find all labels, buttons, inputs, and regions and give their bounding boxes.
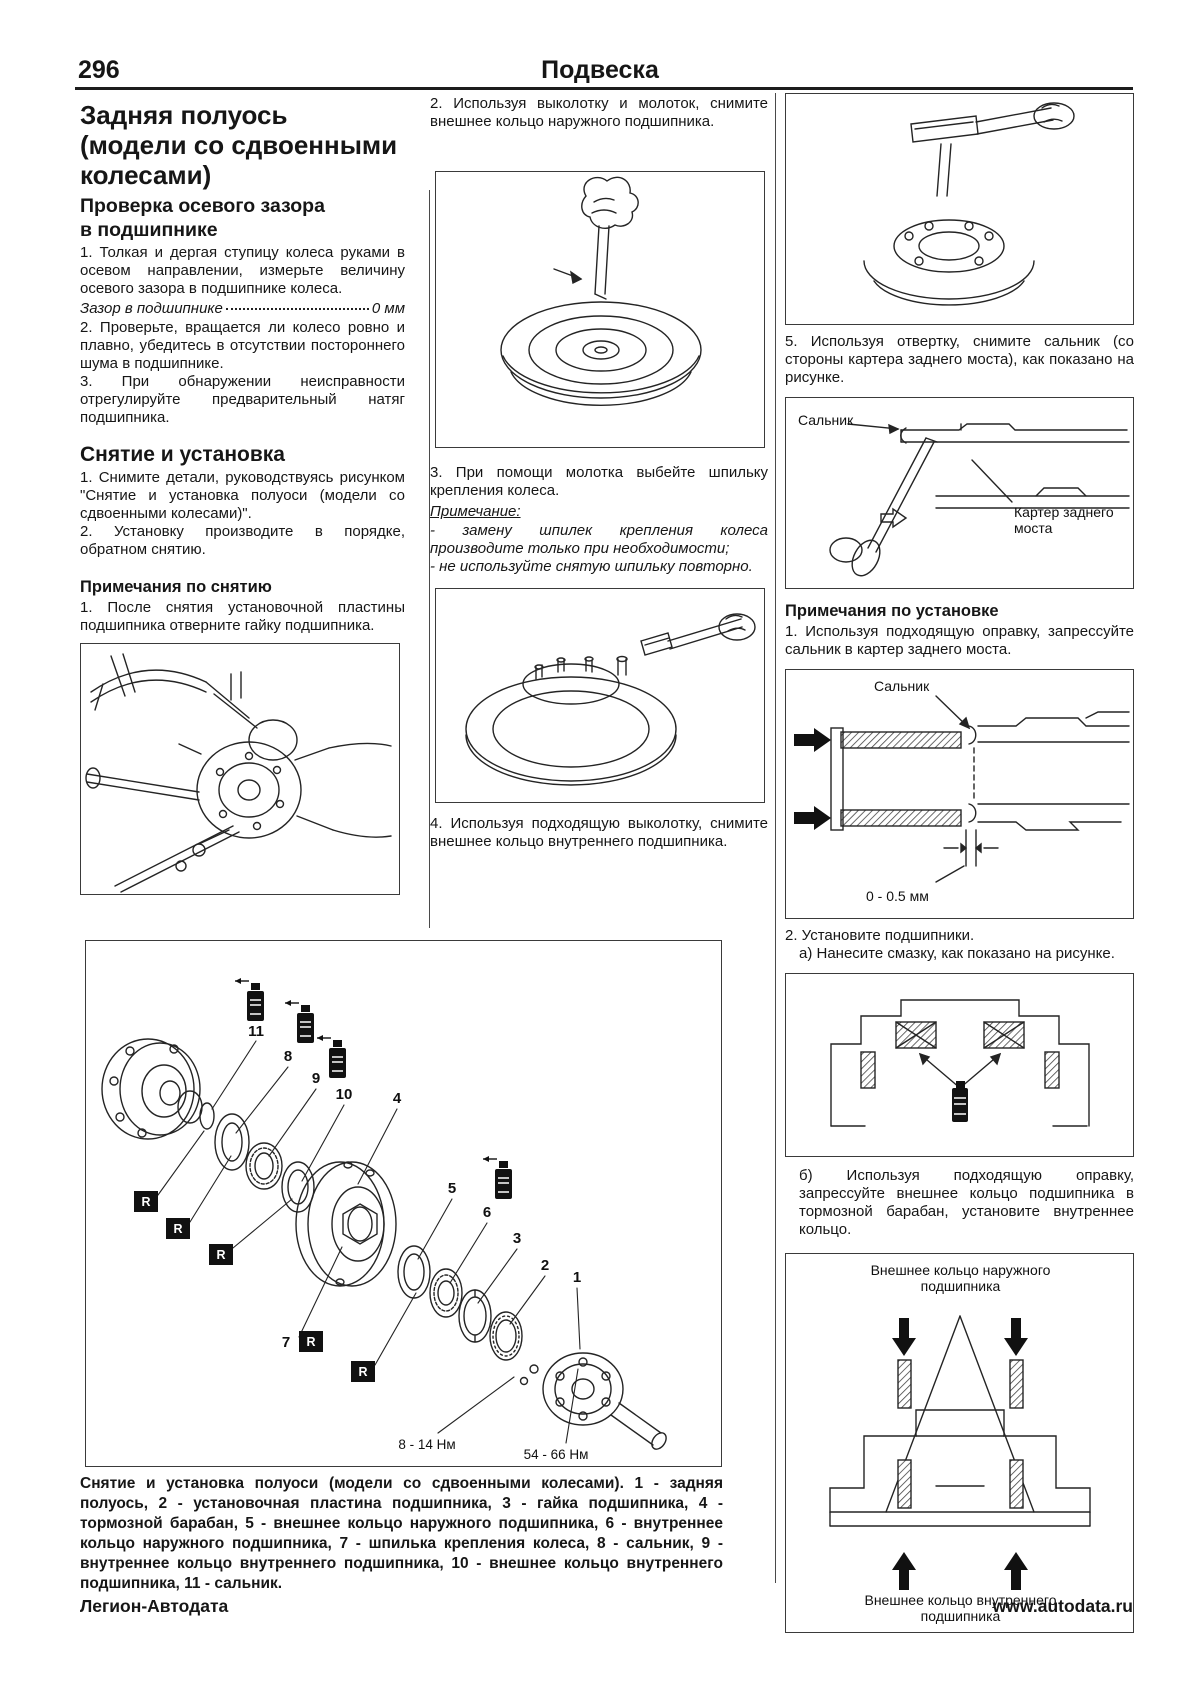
callout-5: 5 bbox=[447, 1180, 457, 1197]
spec-line-bearing-clearance bbox=[80, 300, 405, 317]
callout-10: 10 bbox=[335, 1086, 353, 1103]
callout-11: 11 bbox=[248, 1023, 264, 1040]
part-lockplate-2 bbox=[490, 1312, 522, 1360]
note-heading: Примечание: bbox=[430, 503, 521, 520]
torque-label-flange: 54 - 66 Нм bbox=[523, 1447, 589, 1462]
column-divider-right bbox=[775, 93, 776, 1583]
replace-marker bbox=[351, 1361, 375, 1382]
outer-race bbox=[898, 1360, 911, 1408]
callout-8: 8 bbox=[283, 1048, 293, 1065]
figure-seal-removal bbox=[785, 397, 1134, 589]
press-tool-lower bbox=[841, 810, 961, 826]
step-text: а) Нанесите смазку, как показано на рисунке. bbox=[799, 945, 1115, 962]
figure-grease-bearings bbox=[785, 973, 1134, 1157]
replace-marker bbox=[166, 1218, 190, 1239]
axle-housing-upper bbox=[901, 424, 1127, 430]
press-direction-arrow bbox=[794, 806, 831, 830]
replace-marker-text: R bbox=[141, 1195, 151, 1209]
torque-label-stud: 8 - 14 Нм bbox=[398, 1437, 456, 1452]
figure-hammer-wheel-stud bbox=[435, 588, 765, 803]
press-direction-arrow bbox=[794, 728, 831, 752]
drift-in-drum-drawing bbox=[436, 172, 763, 446]
replace-marker-text: R bbox=[358, 1365, 368, 1379]
oil-seal bbox=[969, 726, 976, 744]
label-dimension: 0 - 0.5 мм bbox=[866, 888, 929, 904]
article-title bbox=[80, 100, 405, 190]
hammer-stud-drawing bbox=[436, 589, 763, 801]
hammer-head bbox=[641, 633, 672, 655]
part-seal-11 bbox=[200, 1103, 214, 1129]
figure-hammer-drift-hub bbox=[785, 93, 1134, 325]
page-header-title: Подвеска bbox=[541, 56, 659, 84]
press-direction-arrows bbox=[892, 1318, 1028, 1590]
inner-race bbox=[898, 1460, 911, 1508]
hub-drum bbox=[197, 742, 301, 838]
callout-9: 9 bbox=[311, 1070, 321, 1087]
subheading-install-notes: Примечания по установке bbox=[785, 602, 999, 620]
exploded-figure-caption: Снятие и установка полуоси (модели со сдвоенными колесами). 1 - задняя полуось, 2 - установочная пластина подшипника, 3 - гайка подшипника, 4 - тормозной барабан, 5 - внешнее кольцо наружного подшипника, 6 - внутреннее кольцо наружного подшипника, 7 - шпилька крепления колеса, 8 - сальник, 9 - внутреннее кольцо внутреннего подшипника, 10 - внешнее кольцо внутреннего подшипника, 11 - сальник. bbox=[80, 1475, 723, 1592]
part-nut-3 bbox=[459, 1290, 491, 1342]
hand bbox=[1034, 103, 1074, 129]
step-text: 1. Толкая и дергая ступицу колеса руками в осевом направлении, измерьте величину осевого зазора в подшипнике колеса. bbox=[80, 244, 405, 297]
website-url: www.autodata.ru bbox=[992, 1596, 1133, 1616]
label-outer-bearing-race bbox=[786, 1262, 1135, 1294]
callout-6: 6 bbox=[482, 1204, 492, 1221]
part-race-5 bbox=[398, 1246, 430, 1298]
article-title-line2: (модели со сдвоенными bbox=[80, 130, 398, 160]
section-heading-removal-install: Снятие и установка bbox=[80, 443, 285, 466]
axle-housing bbox=[249, 720, 297, 760]
press-races-drawing bbox=[786, 1254, 1132, 1631]
step-text: 2. Используя выколотку и молоток, снимите внешнее кольцо наружного подшипника. bbox=[430, 95, 768, 130]
part-drum-4 bbox=[296, 1162, 396, 1286]
brake-drum bbox=[466, 677, 676, 781]
spec-value: 0 мм bbox=[371, 300, 405, 317]
section-heading-axial-play: Проверка осевого зазора в подшипнике bbox=[80, 195, 325, 241]
grease-can-icon bbox=[952, 1081, 968, 1122]
hub bbox=[894, 220, 1004, 272]
spec-label: Зазор в подшипнике bbox=[80, 300, 223, 317]
label-outer-bearing-race-text: Внешнее кольцо наружного подшипника bbox=[870, 1262, 1051, 1294]
label-axle-housing: Картер заднего моста bbox=[1014, 504, 1114, 536]
replace-marker-text: R bbox=[173, 1222, 183, 1236]
middle-column bbox=[430, 95, 768, 851]
note-item: - не используйте снятую шпильку повторно. bbox=[430, 558, 753, 575]
figure-drift-outer-race bbox=[435, 171, 765, 448]
article-title-line1: Задняя полуось bbox=[80, 100, 288, 130]
article-title-line3: колесами) bbox=[80, 160, 212, 190]
label-seal: Сальник bbox=[798, 412, 854, 428]
pry-bar bbox=[115, 826, 233, 886]
replace-marker bbox=[299, 1331, 323, 1352]
header-rule bbox=[75, 87, 1133, 90]
hammer-handle bbox=[976, 108, 1051, 122]
drift-tool bbox=[937, 144, 941, 196]
part-bearing-6 bbox=[430, 1269, 462, 1317]
page-number: 296 bbox=[78, 56, 120, 84]
hammer-head bbox=[911, 116, 978, 142]
step-text: 1. Снимите детали, руководствуясь рисунком "Снятие и установка полуоси (модели со сдвоенными колесами)". bbox=[80, 469, 405, 522]
figure-press-bearing-races bbox=[785, 1253, 1134, 1633]
drum-cross-section bbox=[830, 1410, 1090, 1512]
callout-4: 4 bbox=[392, 1090, 402, 1107]
figure-seal-install bbox=[785, 669, 1134, 919]
figure-axle-bearing-nut bbox=[80, 643, 400, 895]
step-text: 2. Установите подшипники. bbox=[785, 927, 975, 944]
axle-housing bbox=[978, 718, 1129, 726]
flange-bolt bbox=[530, 1365, 538, 1373]
replace-marker bbox=[209, 1244, 233, 1265]
seal-press-drawing bbox=[786, 670, 1132, 917]
label-seal: Сальник bbox=[874, 678, 930, 694]
left-column bbox=[80, 100, 405, 895]
outer-race bbox=[1010, 1360, 1023, 1408]
dot-leader bbox=[226, 308, 369, 310]
pry-bar bbox=[87, 774, 199, 792]
hand bbox=[719, 614, 755, 640]
exploded-view-drawing bbox=[86, 941, 720, 1465]
step-text: 4. Используя подходящую выколотку, снимите внешнее кольцо внутреннего подшипника. bbox=[430, 815, 768, 850]
grease-application-drawing bbox=[786, 974, 1132, 1155]
subheading-removal-notes: Примечания по снятию bbox=[80, 578, 272, 596]
note-item: - замену шпилек крепления колеса производите только при необходимости; bbox=[430, 522, 768, 557]
step-text: 3. При обнаружении неисправности отрегулируйте предварительный натяг подшипника. bbox=[80, 373, 405, 426]
hub bbox=[523, 664, 619, 704]
drift-tool bbox=[595, 226, 599, 294]
screwdriver bbox=[868, 438, 926, 548]
replace-marker-text: R bbox=[306, 1335, 316, 1349]
publisher-name: Легион-Автодата bbox=[80, 1596, 229, 1616]
part-axleshaft-1 bbox=[543, 1353, 669, 1452]
replace-marker bbox=[134, 1191, 158, 1212]
right-column bbox=[785, 93, 1134, 1633]
step-text: 3. При помощи молотка выбейте шпильку крепления колеса. bbox=[430, 464, 768, 499]
hand bbox=[582, 177, 638, 228]
hammer-drift-drawing bbox=[786, 94, 1132, 323]
step-text: 5. Используя отвертку, снимите сальник (со стороны картера заднего моста), как показано на рисунке. bbox=[785, 333, 1134, 386]
callout-2: 2 bbox=[540, 1257, 550, 1274]
page-footer bbox=[80, 1596, 1133, 1617]
callout-3: 3 bbox=[512, 1230, 522, 1247]
step-text: 1. Используя подходящую оправку, запрессуйте сальник в картер заднего моста. bbox=[785, 623, 1134, 658]
figure-exploded-halfshaft bbox=[85, 940, 722, 1467]
step-text: б) Используя подходящую оправку, запрессуйте внешнее кольцо подшипника в тормозной барабан, установите внутреннее кольцо. bbox=[799, 1167, 1134, 1238]
callout-7: 7 bbox=[281, 1334, 291, 1351]
axle-assembly-drawing bbox=[81, 644, 398, 893]
axle-housing-hub bbox=[102, 1039, 202, 1139]
label-inner-bearing-race-text: Внешнее кольцо внутреннего подшипника bbox=[864, 1592, 1057, 1624]
flange-bolt bbox=[521, 1378, 528, 1385]
part-bearing-9 bbox=[246, 1143, 282, 1189]
step-text: 2. Проверьте, вращается ли колесо ровно и плавно, убедитесь в отсутствии постороннего шума в подшипнике. bbox=[80, 319, 405, 372]
step-text: 1. После снятия установочной пластины подшипника отверните гайку подшипника. bbox=[80, 599, 405, 634]
press-tool-upper bbox=[841, 732, 961, 748]
callout-1: 1 bbox=[572, 1269, 582, 1286]
screwdriver-handle bbox=[846, 536, 885, 581]
step-text: 2. Установку производите в порядке, обратном снятию. bbox=[80, 523, 405, 558]
replace-marker-text: R bbox=[216, 1248, 226, 1262]
inner-race bbox=[1010, 1460, 1023, 1508]
